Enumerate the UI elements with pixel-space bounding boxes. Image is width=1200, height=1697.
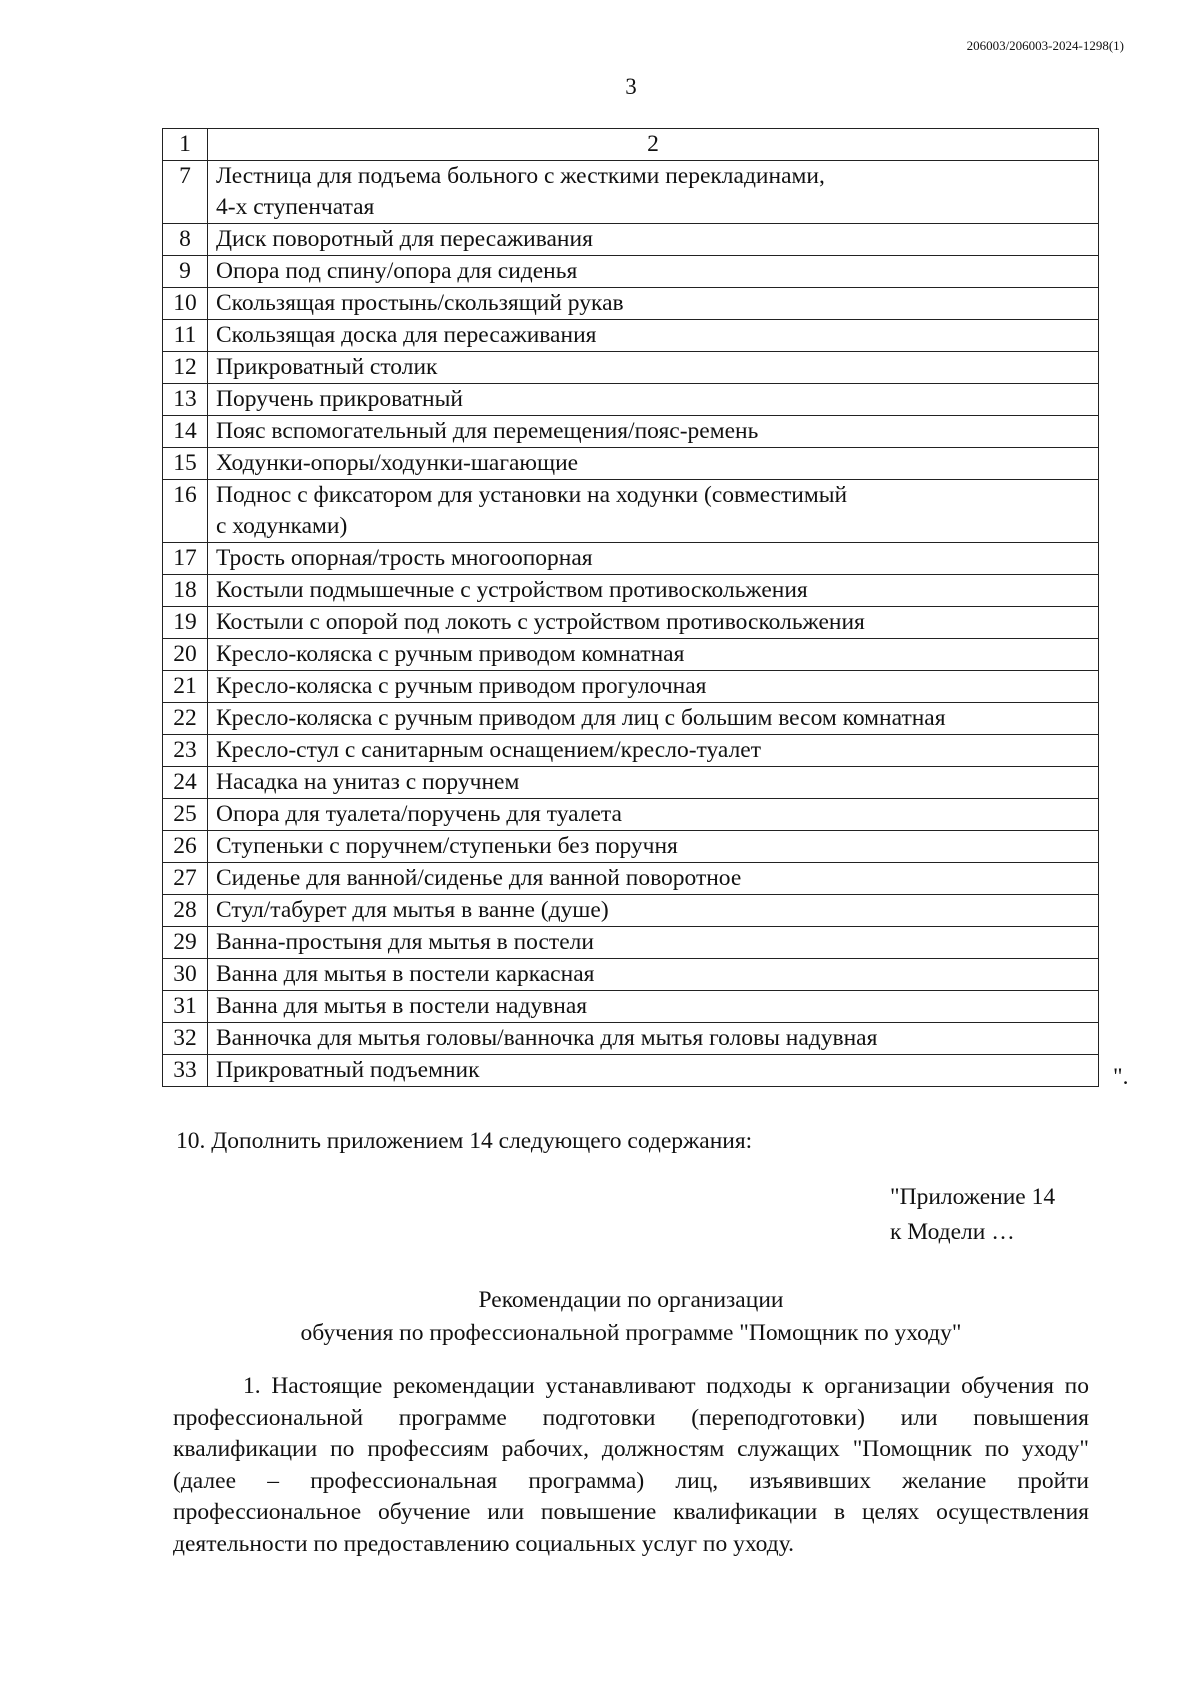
table-header-row — [163, 129, 1099, 161]
row-item-name: Ходунки-опоры/ходунки-шагающие — [208, 448, 1099, 480]
table-row — [163, 352, 1099, 384]
row-item-name-line-1: Лестница для подъема больного с жесткими перекладинами, — [216, 163, 825, 189]
table-row — [163, 480, 1099, 543]
row-item-name: Ванночка для мытья головы/ванночка для мытья головы надувная — [208, 1023, 1099, 1055]
row-item-name: Костыли с опорой под локоть с устройством противоскольжения — [208, 607, 1099, 639]
table-row — [163, 639, 1099, 671]
table-row — [163, 799, 1099, 831]
row-item-name: Ванна для мытья в постели надувная — [208, 991, 1099, 1023]
section-title — [0, 1284, 1200, 1350]
row-item-name — [208, 480, 1099, 543]
document-id: 206003/206003-2024-1298(1) — [966, 38, 1124, 53]
row-number: 26 — [163, 831, 208, 863]
row-number: 30 — [163, 959, 208, 991]
row-item-name-line-2: с ходунками) — [216, 513, 348, 539]
row-item-name: Сиденье для ванной/сиденье для ванной поворотное — [208, 863, 1099, 895]
row-item-name: Диск поворотный для пересаживания — [208, 224, 1099, 256]
row-number: 16 — [163, 480, 208, 543]
table-row — [163, 543, 1099, 575]
table-row — [163, 927, 1099, 959]
column-header-name: 2 — [208, 129, 1099, 161]
row-item-name: Ступеньки с поручнем/ступеньки без поручня — [208, 831, 1099, 863]
row-item-name-line-2: 4-х ступенчатая — [216, 194, 375, 220]
table-row — [163, 895, 1099, 927]
row-item-name — [208, 161, 1099, 224]
row-number: 27 — [163, 863, 208, 895]
table-row — [163, 256, 1099, 288]
row-item-name: Опора для туалета/поручень для туалета — [208, 799, 1099, 831]
table-row — [163, 416, 1099, 448]
table-row — [163, 991, 1099, 1023]
row-item-name: Кресло-коляска с ручным приводом для лиц с большим весом комнатная — [208, 703, 1099, 735]
row-item-name: Поручень прикроватный — [208, 384, 1099, 416]
row-number: 12 — [163, 352, 208, 384]
row-number: 10 — [163, 288, 208, 320]
table-row — [163, 224, 1099, 256]
row-number: 22 — [163, 703, 208, 735]
row-number: 18 — [163, 575, 208, 607]
row-number: 24 — [163, 767, 208, 799]
section-title-line-2: обучения по профессиональной программе "Помощник по уходу" — [300, 1320, 962, 1346]
row-number: 20 — [163, 639, 208, 671]
row-item-name: Трость опорная/трость многоопорная — [208, 543, 1099, 575]
row-item-name: Стул/табурет для мытья в ванне (душе) — [208, 895, 1099, 927]
row-number: 8 — [163, 224, 208, 256]
row-number: 19 — [163, 607, 208, 639]
table-row — [163, 607, 1099, 639]
table-row — [163, 1023, 1099, 1055]
appendix-line-1: "Приложение 14 — [890, 1184, 1056, 1210]
row-item-name: Ванна для мытья в постели каркасная — [208, 959, 1099, 991]
table-closing-quote: ". — [1113, 1064, 1129, 1090]
row-number: 13 — [163, 384, 208, 416]
row-number: 14 — [163, 416, 208, 448]
row-number: 15 — [163, 448, 208, 480]
table-row — [163, 767, 1099, 799]
row-number: 29 — [163, 927, 208, 959]
row-item-name: Кресло-коляска с ручным приводом прогулочная — [208, 671, 1099, 703]
row-number: 7 — [163, 161, 208, 224]
section-title-line-1: Рекомендации по организации — [478, 1287, 784, 1313]
table-row — [163, 575, 1099, 607]
row-item-name: Скользящая доска для пересаживания — [208, 320, 1099, 352]
row-number: 33 — [163, 1055, 208, 1087]
table-row — [163, 735, 1099, 767]
row-number: 28 — [163, 895, 208, 927]
row-number: 25 — [163, 799, 208, 831]
table-row — [163, 320, 1099, 352]
page-number: 3 — [625, 74, 637, 99]
table-row — [163, 288, 1099, 320]
row-number: 21 — [163, 671, 208, 703]
row-item-name: Скользящая простынь/скользящий рукав — [208, 288, 1099, 320]
row-number: 9 — [163, 256, 208, 288]
row-number: 23 — [163, 735, 208, 767]
appendix-label — [890, 1180, 1055, 1250]
table-row — [163, 448, 1099, 480]
table-row — [163, 959, 1099, 991]
column-header-number: 1 — [163, 129, 208, 161]
row-item-name: Опора под спину/опора для сиденья — [208, 256, 1099, 288]
row-item-name: Прикроватный подъемник — [208, 1055, 1099, 1087]
table-row — [163, 831, 1099, 863]
row-item-name: Кресло-коляска с ручным приводом комнатная — [208, 639, 1099, 671]
appendix-line-2: к Модели … — [890, 1219, 1015, 1245]
table-row — [163, 161, 1099, 224]
row-item-name: Насадка на унитаз с поручнем — [208, 767, 1099, 799]
table-row — [163, 863, 1099, 895]
table-row — [163, 703, 1099, 735]
row-item-name: Пояс вспомогательный для перемещения/пояс-ремень — [208, 416, 1099, 448]
row-number: 11 — [163, 320, 208, 352]
paragraph-1: 1. Настоящие рекомендации устанавливают подходы к организации обучения по профессиональной программе подготовки (переподготовки) или повышения квалификации по профессиям рабочих, должностям служащих "Помощник по уходу" (далее – профессиональная программа) лиц, изъявивших желание пройти профессиональное обучение или повышение квалификации в целях осуществления деятельности по предоставлению социальных услуг по уходу. — [173, 1373, 1089, 1557]
row-item-name: Костыли подмышечные с устройством противоскольжения — [208, 575, 1099, 607]
table-row — [163, 1055, 1099, 1087]
row-number: 17 — [163, 543, 208, 575]
item-10-text: 10. Дополнить приложением 14 следующего содержания: — [176, 1128, 753, 1154]
table-row — [163, 384, 1099, 416]
row-item-name-line-1: Поднос с фиксатором для установки на ходунки (совместимый — [216, 482, 848, 508]
row-item-name: Ванна-простыня для мытья в постели — [208, 927, 1099, 959]
row-item-name: Прикроватный столик — [208, 352, 1099, 384]
equipment-table — [162, 128, 1099, 1087]
row-number: 31 — [163, 991, 208, 1023]
row-number: 32 — [163, 1023, 208, 1055]
table-row — [163, 671, 1099, 703]
row-item-name: Кресло-стул с санитарным оснащением/кресло-туалет — [208, 735, 1099, 767]
